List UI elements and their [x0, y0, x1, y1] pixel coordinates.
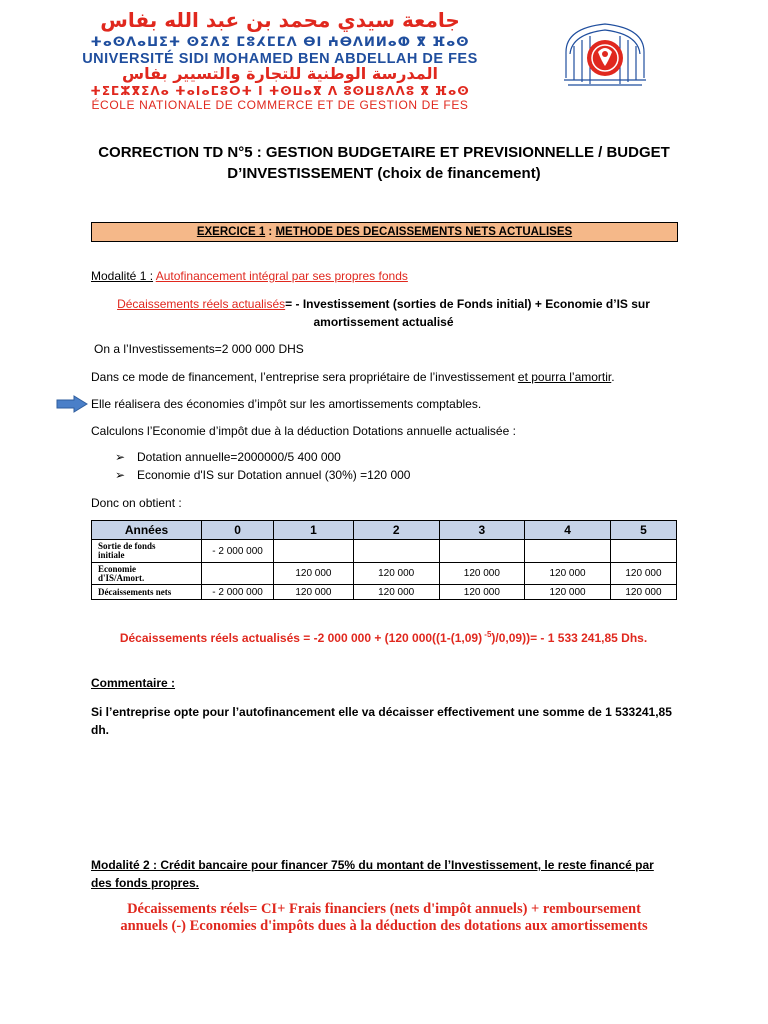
table-cell: 120 000 — [525, 563, 611, 585]
arrow-right-icon — [56, 395, 88, 413]
table-cell: 120 000 — [439, 563, 525, 585]
calculation-paragraph: Calculons l’Economie d’impôt due à la déduction Dotations annuelle actualisée : — [91, 424, 516, 438]
table-cell: - 2 000 000 — [202, 585, 274, 600]
exercise-banner — [91, 222, 678, 242]
definition-term: Décaissements réels actualisés — [117, 297, 286, 311]
financing-paragraph — [91, 370, 615, 384]
table-header-cell: 1 — [274, 521, 354, 540]
title-line-1: CORRECTION TD N°5 : GESTION BUDGETAIRE ET PREVISIONNELLE / BUDGET — [98, 144, 670, 161]
table-cell: 120 000 — [610, 585, 676, 600]
header-university-name: UNIVERSITÉ SIDI MOHAMED BEN ABDELLAH DE FES — [82, 51, 478, 67]
definition-block — [91, 295, 676, 331]
table-cell: 120 000 — [274, 563, 354, 585]
table-row — [92, 540, 677, 563]
exercise-label: EXERCICE 1 — [196, 226, 266, 238]
table-cell: - 2 000 000 — [202, 540, 274, 563]
table-cell: 120 000 — [525, 585, 611, 600]
formula-exponent: -5 — [482, 630, 492, 639]
financing-underline: et pourra l’amortir — [517, 370, 612, 384]
definition-formula-2: amortissement actualisé — [313, 315, 454, 329]
table-cell — [353, 540, 439, 563]
table-header-cell: 4 — [525, 521, 611, 540]
decaissements-table — [91, 520, 677, 600]
title-line-2: D’INVESTISSEMENT (choix de financement) — [227, 165, 541, 182]
commentaire-text: Si l’entreprise opte pour l’autofinancement elle va décaisser effectivement une somme de 1 533241,85 dh. — [91, 705, 672, 737]
definition-formula-1: = - Investissement (sorties de Fonds initial) + Economie d’IS sur — [285, 297, 650, 311]
modalite-2-heading: Modalité 2 : Crédit bancaire pour financer 75% du montant de l’Investissement, le reste financé par des fonds propres. — [91, 858, 654, 890]
table-cell — [525, 540, 611, 563]
table-row — [92, 563, 677, 585]
header-tifinagh-school: ⵜⵉⵎⵣⴳⵉⴷⴰ ⵜⴰⵏⴰⵎⵓⵔⵜ ⵏ ⵜⵙⵡⴰⴳ ⴷ ⵓⵙⵡⵓⴷⴷⵓ ⴳ ⴼⴰⵙ — [90, 84, 470, 98]
arrowhead-bullet-icon: ➢ — [115, 450, 126, 464]
table-cell: 120 000 — [610, 563, 676, 585]
header-tifinagh-university: ⵜⴰⵙⴷⴰⵡⵉⵜ ⵙⵉⴷⵉ ⵎⵓⵃⵎⵎⴷ ⴱⵏ ⵄⴱⴷⵍⵍⴰⵀ ⴳ ⴼⴰⵙ — [90, 35, 470, 50]
modalite-1-title: Autofinancement intégral par ses propres fonds — [155, 269, 408, 283]
header-school-name: ÉCOLE NATIONALE DE COMMERCE ET DE GESTION DE FES — [91, 98, 469, 112]
table-header-cell: 3 — [439, 521, 525, 540]
donc-label: Donc on obtient : — [91, 496, 182, 510]
header-arabic-university: جامعة سيدي محمد بن عبد الله بفاس — [100, 8, 460, 32]
university-logo — [560, 18, 650, 94]
modalite-1-heading — [91, 269, 408, 283]
exercise-separator: : — [265, 226, 276, 238]
row-label: Sortie de fonds initiale — [92, 540, 202, 563]
bullet-item-economie — [115, 468, 410, 482]
bullet-text-dotation: Dotation annuelle=2000000/5 400 000 — [137, 450, 341, 464]
table-cell: 120 000 — [439, 585, 525, 600]
table-row — [92, 585, 677, 600]
bullet-text-economie: Economie d'IS sur Dotation annuel (30%) =120 000 — [137, 468, 411, 482]
modalite-1-label: Modalité 1 : — [91, 269, 154, 283]
table-cell — [202, 563, 274, 585]
table-cell — [439, 540, 525, 563]
npv-formula: Décaissements réels actualisés = -2 000 000 + (120 000((1-(1,09) $^{-5}$)/0,09))= - 1 533 241,85 Dhs. — [119, 630, 648, 645]
row-label: Economie d'IS/Amort. — [92, 563, 202, 585]
header-arabic-school: المدرسة الوطنية للتجارة والتسيير بفاس — [122, 64, 438, 83]
table-cell — [610, 540, 676, 563]
commentaire-label: Commentaire : — [91, 676, 176, 690]
table-cell: 120 000 — [353, 563, 439, 585]
row-label: Décaissements nets — [92, 585, 202, 600]
financing-text: Dans ce mode de financement, l’entreprise sera propriétaire de l’investissement — [91, 370, 518, 384]
investment-amount: On a l’Investissements=2 000 000 DHS — [94, 342, 304, 356]
table-header-row — [92, 521, 677, 540]
page-title — [60, 142, 708, 184]
table-header-cell: 5 — [610, 521, 676, 540]
arrowhead-bullet-icon: ➢ — [115, 468, 126, 482]
financing-end: . — [611, 370, 615, 384]
tax-saving-paragraph: Elle réalisera des économies d’impôt sur les amortissements comptables. — [91, 397, 482, 411]
table-cell: 120 000 — [353, 585, 439, 600]
table-cell: 120 000 — [274, 585, 354, 600]
modalite-2-formula: Décaissements réels= CI+ Frais financiers (nets d'impôt annuels) + remboursement annuels (-) Economies d'impôts dues à la déduction des dotations aux amortissements — [120, 901, 648, 934]
table-cell — [274, 540, 354, 563]
table-header-cell: 0 — [202, 521, 274, 540]
exercise-title: METHODE DES DECAISSEMENTS NETS ACTUALISES — [275, 226, 573, 238]
table-header-cell: Années — [92, 521, 202, 540]
bullet-item-dotation — [115, 450, 341, 464]
table-header-cell: 2 — [353, 521, 439, 540]
